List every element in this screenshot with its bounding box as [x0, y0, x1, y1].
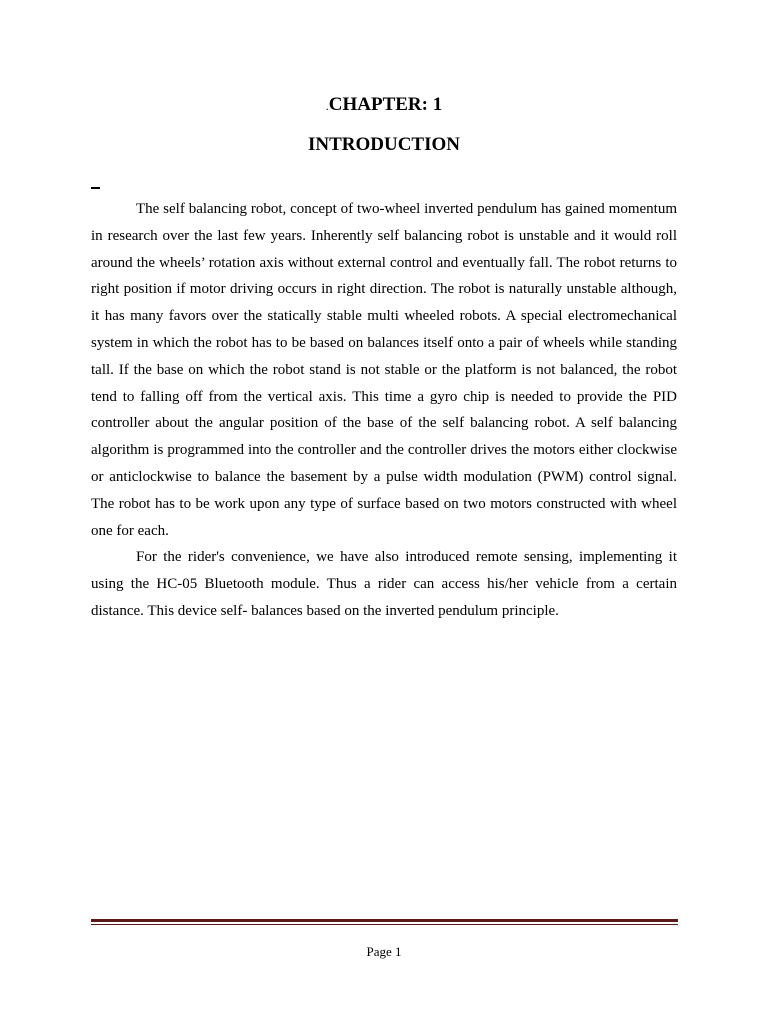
section-title: INTRODUCTION	[307, 134, 461, 155]
paragraph-1: The self balancing robot, concept of two-wheel inverted pendulum has gained momentum in research over the last few years. Inherently self balancing robot is unstable and it would roll around the wheels’ rotation axis without external control and eventually fall. The robot returns to right position if motor driving occurs in right direction. The robot is naturally unstable although, it has many favors over the statically stable multi wheeled robots. A special electromechanical system in which the robot has to be based on balances itself onto a pair of wheels while standing tall. If the base on which the robot stand is not stable or the platform is not balanced, the robot tend to falling off from the vertical axis. This time a gyro chip is needed to provide the PID controller about the angular position of the base of the self balancing robot. A self balancing algorithm is programmed into the controller and the controller drives the motors either clockwise or anticlockwise to balance the basement by a pulse width modulation (PWM) control signal. The robot has to be work upon any type of surface based on two motors constructed with wheel one for each.	[91, 201, 677, 539]
chapter-prefix-mark: .	[325, 99, 329, 113]
paragraph-2: For the rider's convenience, we have also introduced remote sensing, implementing it using the HC-05 Bluetooth module. Thus a rider can access his/her vehicle from a certain distance. This device self- balances based on the inverted pendulum principle.	[91, 549, 677, 619]
page-number: Page 1	[366, 944, 402, 959]
chapter-label: CHAPTER: 1	[328, 94, 443, 115]
chapter-heading	[0, 93, 768, 118]
body-text	[91, 196, 677, 625]
footer-rule-thick	[91, 919, 678, 922]
footer-rule-thin	[91, 924, 678, 925]
stray-dash-mark	[91, 187, 100, 189]
